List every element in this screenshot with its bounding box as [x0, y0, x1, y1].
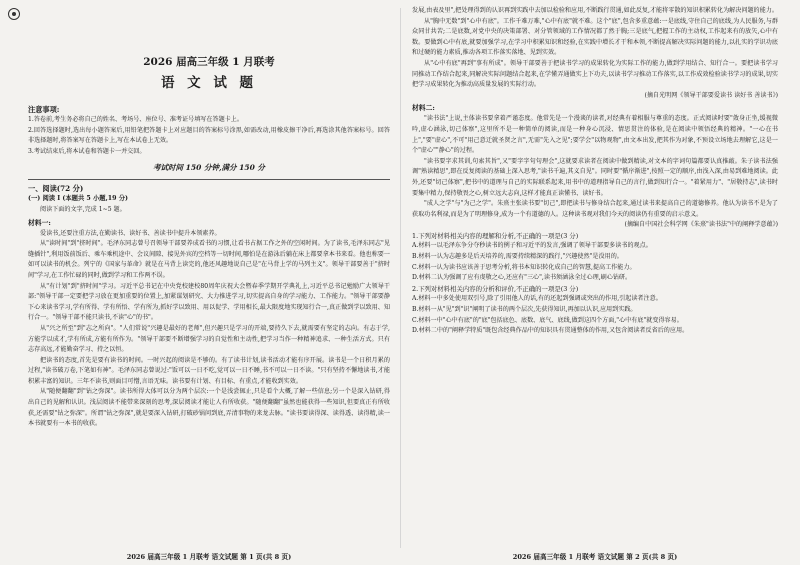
- source-citation-2: (摘编自中国社会科学网《朱熹"读书法"中的阐释学意蕴》): [624, 221, 778, 229]
- exam-title: 2026 届高三年级 1 月联考: [143, 56, 275, 68]
- reading-instruction: 阅读下面的文字,完成 1~5 题。: [40, 205, 126, 213]
- source-citation-1: (摘自光明网《领导干部要爱读书 读好书 善读书》): [644, 91, 778, 99]
- notice-heading: 注意事项:: [28, 105, 60, 114]
- section-title: 一、阅读(72 分): [28, 184, 84, 194]
- section-divider: [28, 179, 390, 180]
- question-2-option-c: C.材料一中"心中有底"的"底"包括底色、底数、底气、底线,做到这四个方面,"心中有底"就变得容易。: [412, 316, 683, 324]
- question-1-option-a: A.材料一以毛泽东争分夺秒读书的例子和习近平的发言,强调了领导干部要多读书的观点。: [412, 242, 652, 250]
- question-2-option-d: D.材料二中的"阐释学特质"既包含经典作品中的知识具有贯通整体的作用,又包含阅读者反省后的应用。: [412, 327, 689, 335]
- paragraph: 从"胸中无数"到"心中有底"。工作千难万难,"心中有底"就不难。这个"底",包含多重意蕴:一是底线,守住自己的底线,为人民服务,与群众同甘共苦;二是底数,对党中央的决策部署、对分管领域的工作情况都了然于胸;三是底气,把握工作的主动权,工作起来有的放矢,心中有数。要做到心中有底,就要加强学习,在学习中积累知识和经验,在实践中增长才干和本领,不断提高解决实际问题的能力,以扎实的学识功底和过硬的能力素质,推动各项工作落实落地、见到实效。: [412, 17, 778, 57]
- question-1-option-c: C.材料一认为读书应该善于思考分析,将书本知识转化成自己的智慧,提高工作能力。: [412, 263, 636, 271]
- page-divider: [400, 8, 401, 548]
- question-1-option-d: D.材料二认为强调了应有虔敬之心,还应有"三心",读书须涵泳全过心理,刷心钻研。: [412, 274, 632, 282]
- reading-subtitle: (一) 阅读 I (本题共 5 小题,19 分): [28, 195, 129, 203]
- left-page: [28, 6, 390, 430]
- paragraph: 从"有计划"到"挤时间"学习。习近平总书记在中央党校建校80周年庆祝大会暨春季学期开学典礼上,习近平总书记勉励广大领导干部:"领导干部一定要把学习放在更加重要的位置上,加紧谋划研究、大力推进学习,切实提高自身的学习能力、工作能力。"领导干部要静下心来读书学习,学有所得、学有所悟、学有所为,抓好学以致用、用以促学、学用相长,最大限度地实现知行合一,真正做到学以致用、知行合一。"领导干部不能只读书,不读"心"的书"。: [28, 282, 390, 322]
- exam-info: 考试时间 150 分钟,满分 150 分: [153, 163, 265, 173]
- paragraph: "读书要字求其训,句索其旨",又"要字字句句理会",这就要求读者在阅读中做到精读,对文本的字词句篇都要认真推敲。朱子读书法强调"熟读精思",即在反复阅读的基础上深入思考,"读书千遍,其义自见"。同时要"循序渐进",按照一定的顺序,由浅入深,由易到难地阅读。此外,还要"切己体察",把书中的道理与自己的实际联系起来,用书中的道理指导自己的言行,做到知行合一。"着紧用力"、"居敬持志",读书时要集中精力,保持敬畏之心,树立远大志向,这样才能真正读懂书、读好书。: [412, 157, 778, 197]
- material1-label: 材料一:: [28, 218, 51, 227]
- logo-icon: [8, 8, 20, 20]
- paragraph: 爱读书,还要注重方法,在勤读书、读好书、善读书中提升本领素养。: [40, 229, 221, 237]
- material2-label: 材料二:: [412, 104, 435, 113]
- subject-title: 语 文 试 题: [160, 75, 258, 91]
- paragraph: 从"兴之所至"到"志之所向"。"人们常说"兴趣是最好的老师",但兴趣只是学习的开端,要持久下去,就需要有坚定的志向。有志于学,方能学以成才,学有所成,方能有所作为。"领导干部要不断增强学习的自觉性和主动性,把学习当作一种精神追求、一种生活方式。只有志存高远,才能勤奋学习、持之以恒。: [28, 324, 390, 354]
- footer-page-1: 2026 届高三年级 1 月联考 语文试题 第 1 页(共 8 页): [126, 553, 292, 561]
- question-1-stem: 1.下列对材料相关内容的理解和分析,不正确的一项是(3 分): [412, 231, 579, 240]
- notice-item-2: 2.回答选择题时,选出每小题答案后,用铅笔把答题卡上对应题目的答案标号涂黑,如需改动,用橡皮擦干净后,再选涂其他答案标号。回答非选择题时,将答案写在答题卡上,写在本试卷上无效。: [28, 126, 390, 145]
- footer-page-2: 2026 届高三年级 1 月联考 语文试题 第 2 页(共 8 页): [512, 553, 678, 561]
- paragraph: 把读书的态度,首先是要有读书的时间。一时兴起的阅读是不够的。有了读书计划,读书活动才能有序开展。读书是一个日积月累的过程,"读书破万卷,下笔如有神"。毛泽东同志曾说过:"饭可以一日不吃,觉可以一日不睡,书不可以一日不读。"只有坚持不懈地读书,才能积累丰富的知识。三年不读书,则面目可憎,言语无味。读书要有计划、有目标、有重点,才能收到实效。: [28, 356, 390, 385]
- paragraph: 从"读时间"到"挤时间"。毛泽东同志曾号召领导干部要养成看书的习惯,让看书占据工作之外的空闲时间。为了读书,毛泽东同志"见缝插针",利用饭前饭后、乘车乘机途中、会议间隙、接见外宾的空档等一切时间,哪怕是在游泳后躺在床上都要拿本书来看。他也称要一如可以读书的机会。列宁的《国家与革命》就是在马背上读完的,他还风趣地说自己是"在马背上学的马列主义"。领导干部要善于"挤时间"学习,在工作忙碌的同时,做到学习和工作两不误。: [28, 240, 390, 279]
- question-1-option-b: B.材料一认为志趣多是后天培养的,需要持续精深的践行,"兴趣使然"是没用的。: [412, 253, 623, 261]
- paragraph: 从"心中有底"再到"事有所成"。领导干部要善于把读书学习的成果转化为实际工作的能力,做到学用结合、知行合一。要把读书学习同推动工作结合起来,同解决实际问题结合起来,在学懂弄通做实上下功夫,以读书学习推动工作落实,以工作成效检验读书学习的成果,切实把学习成果转化为推动高质量发展的实际行动。: [412, 59, 778, 89]
- paragraph: 从"随便翻翻"到"钻之弥深"。读书所得大体可以分为两个层次:一个是浅尝辄止,只是看个大概,了解一些信息;另一个是深入钻研,得出自己的见解和认识。浅层阅读不能带来深刻的思考,深层阅读才能让人有所收获。"随便翻翻"虽然也能获得一些知识,但要真正有所收获,还需要"钻之弥深"。所谓"钻之弥深",就是要深入钻研,打破砂锅问到底,弄清事物的来龙去脉。"读书要读得深、读得透、读得精,读一本书就要有一本书的收获。: [28, 388, 390, 428]
- question-2-option-b: B.材料一从"见"到"识"阐明了读书的两个层次,先获得知识,再加以认识,应用到实践。: [412, 306, 637, 314]
- paragraph: "读书法"上说,主体读书要拿着严谨态度。他常先是一个漫谈的读者,对经典有着相服与尊重的态度。正式阅读时要"敛身正坐,缓视微吟,虚心涵泳,切己体察",这里所不是一种简单的阅读,而是一种身心沉浸、情思贯注的体验,是在阅读中领悟经典的精神。"一心在书上","要"虚心",不可"用己意迁就圣贤之言",无需"先入之见";要学会"以物观物",由文本出发,把其作为对象,不预设立场地去理解它,这是一个"虚心""静心"的过程。: [412, 115, 778, 155]
- paragraph: 发展,由表及里",把处理得到的认识再到实践中去加以检验和应用,不断践行贯通,如此反复,才能将零散的知识积累转化为解决问题的能力。: [412, 7, 778, 14]
- notice-item-1: 1.答卷前,考生务必将自己的姓名、考场号、座位号、准考证号填写在答题卡上。: [28, 116, 243, 123]
- question-2-stem: 2.下列对材料相关内容的分析和评价,不正确的一项是(3 分): [412, 284, 579, 293]
- notice-item-3: 3.考试结束后,将本试卷和答题卡一并交回。: [28, 147, 146, 155]
- paragraph: "成人之学"与"为己之学"。朱熹主张读书要"切己",即把读书与修身结合起来,通过读书来提高自己的道德修养。他认为读书不是为了获取功名利禄,而是为了明理修身,成为一个有道德的人。这种读书观对我们今天的阅读仍有重要的启示意义。: [412, 200, 778, 218]
- question-2-option-a: A.材料一中多处使用双引号,除了引用他人的话,有的还起到强调或突出的作用,引起读者注意。: [412, 295, 662, 303]
- right-page: [412, 6, 778, 337]
